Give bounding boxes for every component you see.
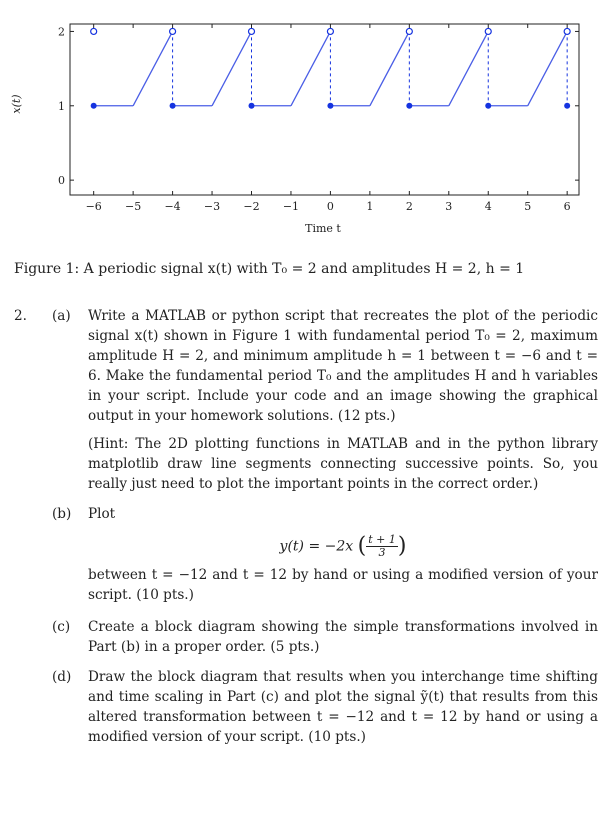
equation-lhs: y(t) = −2x xyxy=(279,538,354,555)
y-axis-label: x(t) xyxy=(10,94,23,114)
x-axis-label: Time t xyxy=(305,222,341,235)
x-tick-label: 1 xyxy=(366,200,374,213)
signal-segment xyxy=(449,31,488,105)
open-point xyxy=(249,28,255,34)
filled-point xyxy=(249,103,255,109)
signal-segment xyxy=(528,31,567,105)
open-point xyxy=(327,28,333,34)
part-d xyxy=(52,667,598,747)
x-tick-label: −2 xyxy=(243,200,260,213)
figure-1-plot xyxy=(0,0,613,245)
plot-frame xyxy=(70,24,579,195)
y-tick-label: 0 xyxy=(58,174,65,188)
signal-segment xyxy=(133,31,172,105)
open-point xyxy=(564,28,570,34)
open-point xyxy=(406,28,412,34)
open-point xyxy=(485,28,491,34)
x-tick-label: −6 xyxy=(85,200,102,213)
x-tick-label: 2 xyxy=(405,200,413,213)
part-b xyxy=(52,504,598,605)
x-tick-label: 4 xyxy=(484,200,492,213)
filled-point xyxy=(91,103,97,109)
x-tick-label: 6 xyxy=(563,200,571,213)
x-tick-label: 5 xyxy=(524,200,532,213)
filled-point xyxy=(564,103,570,109)
open-point xyxy=(170,28,176,34)
part-a-label: (a) xyxy=(52,308,71,324)
filled-point xyxy=(485,103,491,109)
question-number: 2. xyxy=(14,308,27,324)
equation-fraction xyxy=(366,534,398,559)
part-a-hint: (Hint: The 2D plotting functions in MATLAB and in the python library matplotlib draw line segments connecting successive points. So, you really just need to plot the important points in the correct order.) xyxy=(88,436,598,492)
part-c xyxy=(52,617,598,657)
part-b-label: (b) xyxy=(52,506,72,522)
part-d-text: Draw the block diagram that results when you interchange time shifting and time scaling in Part (c) and plot the signal ỹ(t) that results from this altered transformation between t = −12 and t = 12 by hand or using a modified version of your script. (10 pts.) xyxy=(88,669,598,745)
part-c-label: (c) xyxy=(52,619,71,635)
question-2 xyxy=(14,306,598,747)
x-tick-label: −3 xyxy=(203,200,221,213)
filled-point xyxy=(406,103,412,109)
signal-segment xyxy=(370,31,409,105)
part-b-after: between t = −12 and t = 12 by hand or using a modified version of your script. (10 pts.) xyxy=(88,567,598,603)
x-tick-label: 0 xyxy=(326,200,334,213)
y-tick-label: 2 xyxy=(58,25,65,39)
part-a-text: Write a MATLAB or python script that recreates the plot of the periodic signal x(t) shown in Figure 1 with fundamental period T₀ = 2, maximum amplitude H = 2, and minimum amplitude h = 1 between t = −6 and t = 6. Make the fundamental period T₀ and the amplitudes H and h variables in your script. Include your code and an image showing the graphical output in your homework solutions. (12 pts.) xyxy=(88,308,598,424)
open-point xyxy=(91,28,97,34)
y-tick-label: 1 xyxy=(58,99,65,113)
x-tick-label: 3 xyxy=(445,200,453,213)
x-tick-label: −1 xyxy=(282,200,300,213)
signal-segment xyxy=(212,31,251,105)
part-b-text: Plot xyxy=(88,506,116,522)
filled-point xyxy=(170,103,176,109)
x-tick-label: −4 xyxy=(164,200,181,213)
part-a xyxy=(14,306,598,426)
x-tick-label: −5 xyxy=(125,200,142,213)
part-c-text: Create a block diagram showing the simple transformations involved in Part (b) in a proper order. (5 pts.) xyxy=(88,619,598,655)
signal-segment xyxy=(291,31,330,105)
equation-denominator: 3 xyxy=(378,546,386,559)
part-d-label: (d) xyxy=(52,669,72,685)
figure-caption: Figure 1: A periodic signal x(t) with T₀ = 2 and amplitudes H = 2, h = 1 xyxy=(14,261,525,277)
equation-numerator: t + 1 xyxy=(368,533,396,546)
part-b-equation: y(t) = −2x ( $\frac{t + 1}{3}$ ) xyxy=(279,533,407,559)
filled-point xyxy=(327,103,333,109)
